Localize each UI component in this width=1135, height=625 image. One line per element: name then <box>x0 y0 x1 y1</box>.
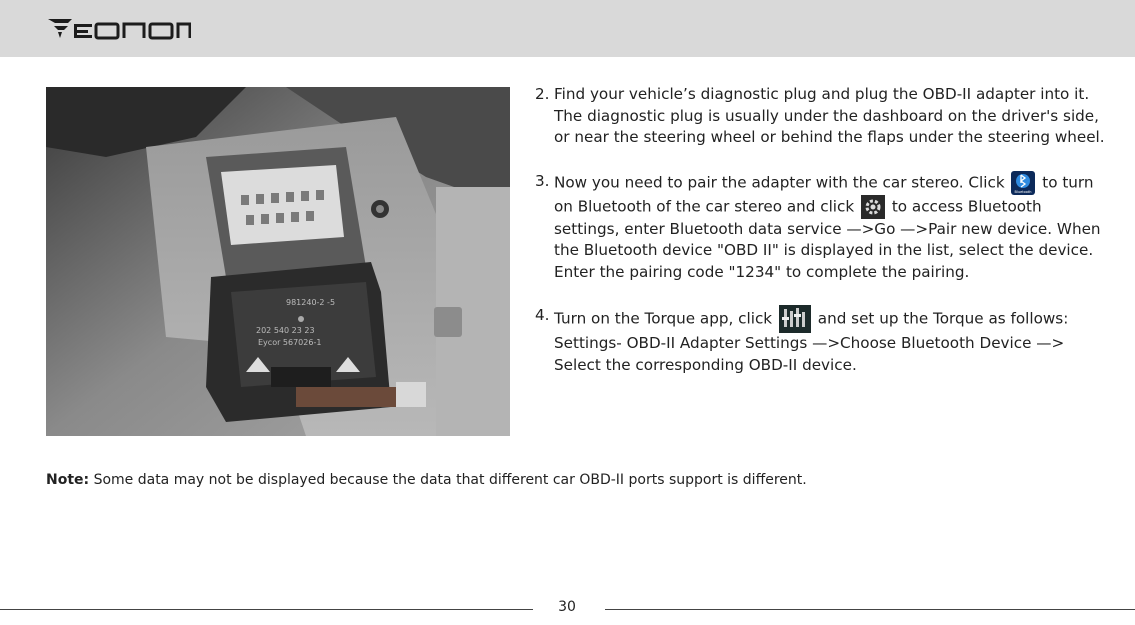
note-text: Some data may not be displayed because the data that different car OBD-II ports support is different. <box>93 472 807 488</box>
step-number: 2. <box>535 85 550 103</box>
eonon-logo <box>46 16 191 48</box>
step-number: 3. <box>535 171 550 190</box>
step-text-part: to access Bluetooth settings, enter Bluetooth data service —>Go —>Pair new device. When the Bluetooth device "OBD II" is displayed in the list, select the device. Enter the pairing code "1234" to complete the pairing. <box>554 197 1101 281</box>
photo-label-2: 202 540 23 23 <box>256 326 315 335</box>
footer-divider-left <box>0 609 533 610</box>
step-2 <box>535 84 1105 149</box>
step-3 <box>535 171 1105 284</box>
bluetooth-icon-caption: Bluetooth <box>1014 189 1032 194</box>
torque-app-icon <box>779 305 811 333</box>
bluetooth-icon <box>1011 171 1035 195</box>
photo-label-1: 981240-2 -5 <box>286 298 336 307</box>
step-text-part: Turn on the Torque app, click <box>554 309 773 328</box>
step-text-part: and set up the Torque as follows: Settings- OBD-II Adapter Settings —>Choose Bluetooth Device —> Select the corresponding OBD-II device. <box>554 309 1069 374</box>
eonon-logo-mark <box>46 16 191 42</box>
page-number: 30 <box>558 599 576 615</box>
footer-divider-right <box>605 609 1135 610</box>
step-text-part: Now you need to pair the adapter with the car stereo. Click <box>554 173 1005 191</box>
obd-port-photo <box>46 87 510 436</box>
step-4 <box>535 305 1105 376</box>
step-text <box>554 171 1105 284</box>
step-text: Find your vehicle’s diagnostic plug and plug the OBD-II adapter into it. The diagnostic plug is usually under the dashboard on the driver's side, or near the steering wheel or behind the flaps under the steering wheel. <box>554 85 1105 146</box>
note-label: Note: <box>46 472 90 488</box>
note <box>46 472 807 488</box>
photo-label-3: Eycor 567026-1 <box>258 338 322 347</box>
settings-gear-icon <box>861 195 885 219</box>
page-header <box>0 0 1135 57</box>
step-text-part: to turn on Bluetooth of the car stereo and click <box>554 173 1094 215</box>
step-text <box>554 305 1105 376</box>
obd-port-illustration <box>46 87 510 436</box>
instruction-steps <box>535 84 1105 398</box>
step-number: 4. <box>535 306 550 324</box>
